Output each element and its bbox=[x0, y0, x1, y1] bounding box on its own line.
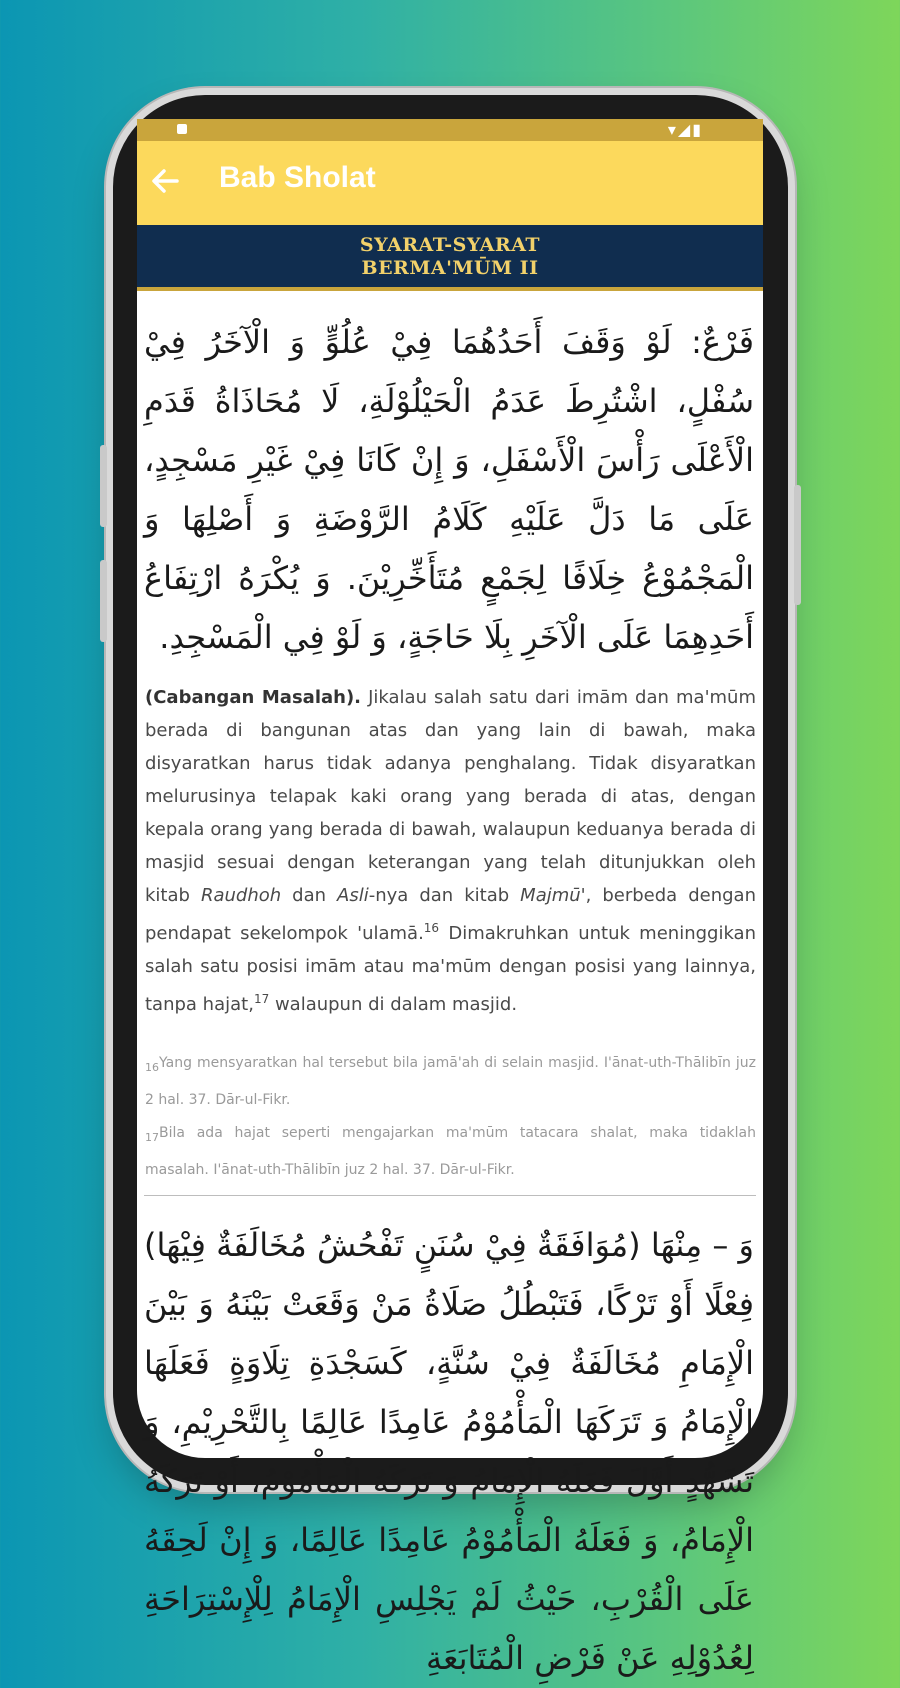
chapter-content[interactable] bbox=[137, 225, 763, 1677]
section-title-line2: BERMA'MŪM II bbox=[361, 257, 539, 279]
footnote-ref-16[interactable]: 16 bbox=[423, 921, 440, 935]
phone-frame bbox=[113, 95, 788, 1677]
status-icons: ▾◢▮ bbox=[667, 120, 703, 139]
footnote-text: Yang mensyaratkan hal tersebut bila jamā'ah di selain masjid. I'ānat-uth-Thālibīn juz 2 hal. 37. Dār-ul-Fikr. bbox=[145, 1055, 756, 1108]
phone-side-button-left-top bbox=[100, 445, 107, 527]
footnote-ref-17[interactable]: 17 bbox=[253, 992, 270, 1006]
book-name-majmu: Majmū' bbox=[520, 885, 586, 906]
status-bar bbox=[137, 119, 763, 141]
translation-part4: , berbeda dengan pendapat sekelompok 'ulamā. bbox=[145, 885, 756, 944]
book-name-raudhoh: Raudhoh bbox=[200, 885, 282, 906]
phone-side-button-left-bottom bbox=[100, 560, 107, 642]
section-header bbox=[137, 225, 763, 291]
arrow-left-icon[interactable] bbox=[143, 159, 187, 203]
arabic-text-1: فَرْعٌ: لَوْ وَقَفَ أَحَدُهُمَا فِيْ عُلُوٍّ وَ الْآخَرُ فِيْ سُفْلٍ، اشْتُرِطَ عَدَمُ الْحَيْلُوْلَةِ، لَا مُحَاذَاةُ قَدَمِ الْأَعْلَى رَأْسَ الْأَسْفَلِ، وَ إِنْ كَانَا فِيْ غَيْرِ مَسْجِدٍ، عَلَى مَا دَلَّ عَلَيْهِ كَلَامُ الرَّوْضَةِ وَ أَصْلِهَا وَ الْمَجْمُوْعُ خِلَافًا لِجَمْعٍ مُتَأَخِّرِيْنَ. وَ يُكْرَهُ ارْتِفَاعُ أَحَدِهِمَا عَلَى الْآخَرِ بِلَا حَاجَةٍ، وَ لَوْ فِي الْمَسْجِدِ. bbox=[144, 323, 754, 656]
section-divider bbox=[144, 1195, 756, 1196]
footnote-item bbox=[145, 1047, 756, 1117]
app-bar bbox=[137, 141, 763, 225]
translation-part5: Dimakruhkan untuk meninggikan salah satu posisi imām atau ma'mūm dengan posisi yang lainnya, tanpa hajat, bbox=[145, 923, 756, 1015]
translation-part6: walaupun di dalam masjid. bbox=[269, 994, 518, 1015]
arabic-text-2: وَ – مِنْهَا (مُوَافَقَةٌ فِيْ سُنَنٍ تَفْحُشُ مُخَالَفَةٌ فِيْهَا) فِعْلًا أَوْ تَرْكًا، فَتَبْطُلُ صَلَاةُ مَنْ وَقَعَتْ بَيْنَهُ وَ بَيْنَ الْإِمَامِ مُخَالَفَةٌ فِيْ سُنَّةٍ، كَسَجْدَةِ تِلَاوَةٍ فَعَلَهَا الْإِمَامُ وَ تَرَكَهَا الْمَأْمُوْمُ عَامِدًا عَالِمًا بِالتَّحْرِيْمِ، وَ تَشَهُّدٍ أَوَّلَ فَعَلَهُ الْإِمَامُ وَ تَرَكَهُ الْمَأْمُوْمُ، أَوْ تَرَكَهُ الْإِمَامُ، وَ فَعَلَهُ الْمَأْمُوْمُ عَامِدًا عَالِمًا، وَ إِنْ لَحِقَهُ عَلَى الْقُرْبِ، حَيْثُ لَمْ يَجْلِسِ الْإِمَامُ لِلْإِسْتِرَاحَةِ لِعُدُوْلِهِ عَنْ فَرْضِ الْمُتَابَعَةِ bbox=[144, 1225, 754, 1677]
translation-paragraph bbox=[137, 681, 763, 1021]
section-title-line1: SYARAT-SYARAT bbox=[359, 234, 541, 256]
footnote-item bbox=[145, 1117, 756, 1187]
translation-part2: dan bbox=[281, 885, 338, 906]
translation-part1: Jikalau salah satu dari imām dan ma'mūm berada di bangunan atas dan yang lain di bawah, maka disyaratkan harus tidak adanya penghalang. Tidak disyaratkan melurusinya telapak kaki orang yang berada di atas, dengan kepala orang yang berada di bawah, walaupun keduanya berada di masjid sesuai dengan keterangan yang telah ditunjukkan oleh kitab bbox=[145, 687, 756, 906]
footnote-text: Bila ada hajat seperti mengajarkan ma'mūm tatacara shalat, maka tidaklah masalah. I'ānat-uth-Thālibīn juz 2 hal. 37. Dār-ul-Fikr. bbox=[145, 1124, 756, 1178]
footnote-number: 17 bbox=[145, 1130, 159, 1144]
book-name-asli: Asli bbox=[337, 885, 369, 906]
footnotes bbox=[137, 1047, 763, 1187]
phone-side-button-right bbox=[794, 485, 801, 605]
notification-icon bbox=[177, 124, 187, 134]
phone-screen bbox=[137, 119, 763, 1677]
footnote-number: 16 bbox=[145, 1060, 159, 1074]
translation-part3: -nya dan kitab bbox=[368, 885, 521, 906]
page-title: Bab Sholat bbox=[219, 161, 376, 194]
translation-lead: (Cabangan Masalah). bbox=[145, 687, 362, 708]
